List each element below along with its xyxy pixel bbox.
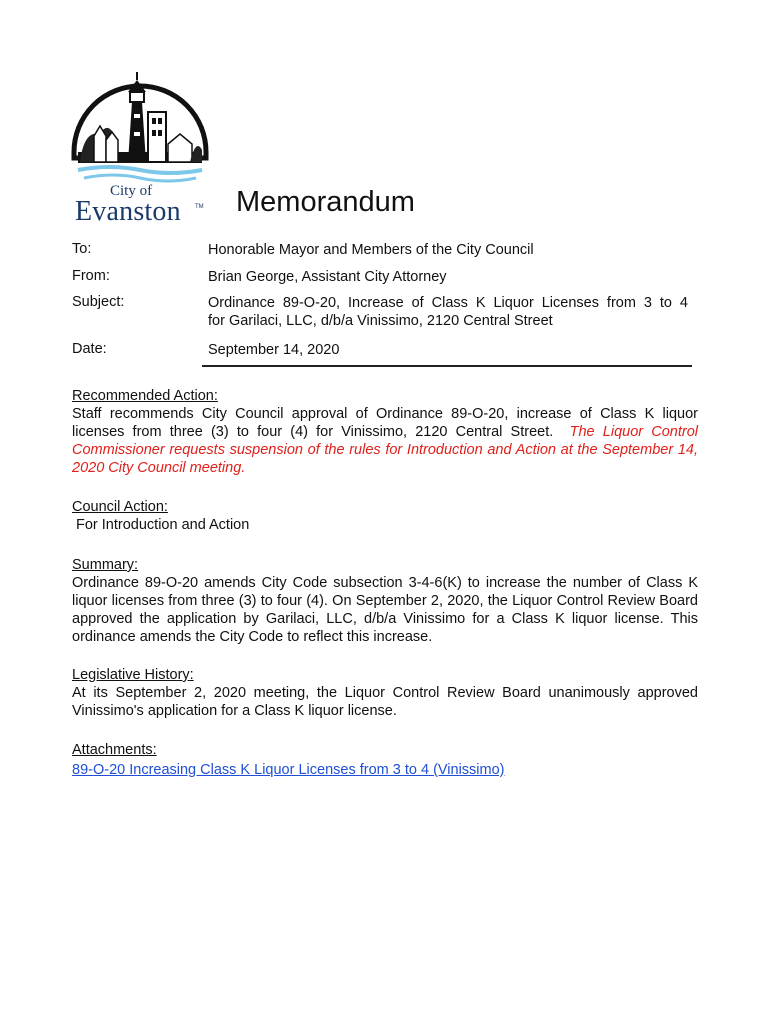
from-value: Brian George, Assistant City Attorney	[208, 269, 447, 285]
summary-heading: Summary:	[72, 557, 139, 573]
logo-city-name: Evanston	[75, 196, 181, 227]
date-label: Date:	[72, 341, 107, 357]
attachments-heading: Attachments:	[72, 742, 157, 758]
recommended-action-highlight: The Liquor Control Commissioner requests suspension of the rules for Introduction and Action at the September 14, 2020 City Council meeting.	[72, 424, 699, 476]
council-action-body: For Introduction and Action	[76, 517, 250, 533]
date-value: September 14, 2020	[208, 342, 340, 358]
legislative-history-body: At its September 2, 2020 meeting, the Liquor Control Review Board unanimously approved Vinissimo's application for a Class K liquor license.	[72, 685, 698, 719]
subject-label: Subject:	[72, 294, 125, 310]
summary-body: Ordinance 89-O-20 amends City Code subsection 3-4-6(K) to increase the number of Class K liquor licenses from three (3) to four (4). On September 2, 2020, the Liquor Control Review Board approved the application by Garilaci, LLC, d/b/a Vinissimo for a Class K liquor license. This ordinance amends the City Code to reflect this increase.	[72, 575, 698, 645]
subject-value	[208, 294, 688, 330]
legislative-history-heading: Legislative History:	[72, 667, 194, 683]
memo-title: Memorandum	[236, 186, 415, 218]
from-label: From:	[72, 268, 110, 284]
recommended-action-heading: Recommended Action:	[72, 388, 218, 404]
council-action-section	[72, 498, 698, 534]
to-value: Honorable Mayor and Members of the City Council	[208, 242, 534, 258]
subject-line-2: for Garilaci, LLC, d/b/a Vinissimo, 2120 Central Street	[208, 313, 553, 329]
attachment-link[interactable]: 89-O-20 Increasing Class K Liquor Licenses from 3 to 4 (Vinissimo)	[72, 762, 505, 778]
recommended-action-body	[72, 405, 698, 477]
recommended-action-section	[72, 387, 698, 477]
council-action-heading: Council Action:	[72, 499, 168, 515]
logo-trademark: TM	[195, 204, 204, 210]
subject-line-1: Ordinance 89-O-20, Increase of Class K Liquor Licenses from 3 to 4	[208, 295, 688, 311]
legislative-history-section	[72, 666, 698, 720]
header-divider	[202, 365, 692, 367]
attachments-section	[72, 741, 698, 779]
recommended-action-text: Staff recommends City Council approval of Ordinance 89-O-20, increase of Class K liquor licenses from three (3) to four (4) for Vinissimo, 2120 Central Street.	[72, 406, 698, 440]
logo-city-of: City of	[110, 183, 153, 199]
summary-section	[72, 556, 698, 646]
to-label: To:	[72, 241, 92, 257]
